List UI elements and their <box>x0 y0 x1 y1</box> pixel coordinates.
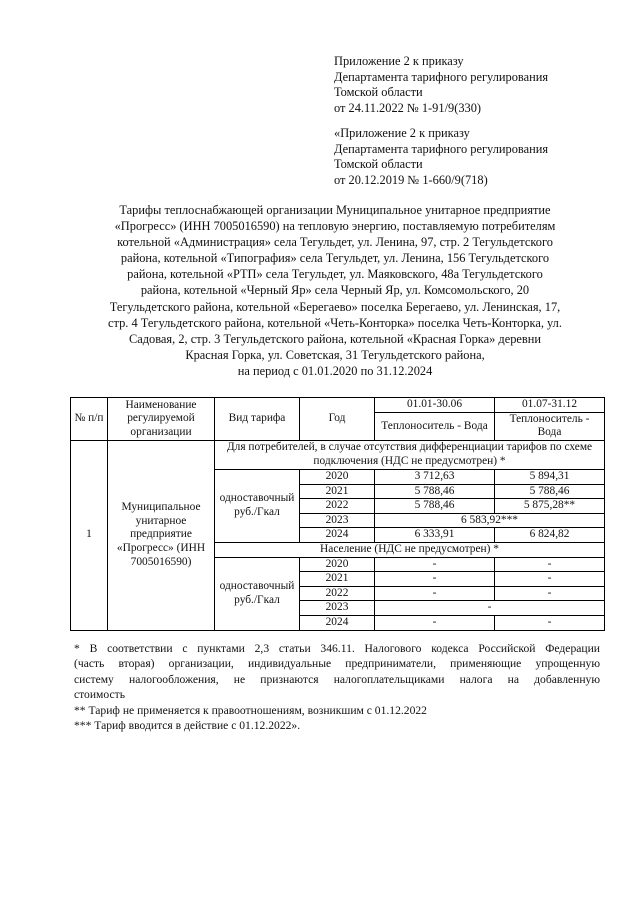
year-cell: 2021 <box>300 484 375 499</box>
merged-value-cell: - <box>375 601 605 616</box>
section-2-tariff: одноставочный руб./Гкал <box>215 557 300 630</box>
value-cell: - <box>495 572 605 587</box>
footnote-line: * В соответствии с пунктами 2,3 статьи 346.11. Налогового кодекса Российской Федерации <box>74 642 600 655</box>
table-header-row <box>71 398 605 413</box>
header-line: Приложение 2 к приказу <box>334 54 464 68</box>
header-carrier-2: Теплоноситель - Вода <box>495 412 605 440</box>
title-line: Тарифы теплоснабжающей организации Муниципальное унитарное предприятие <box>119 203 551 217</box>
title-line: района, котельной «РТП» села Тегульдет, ул. Маяковского, 48а Тегульдетского <box>127 267 543 282</box>
title-line: котельной «Администрация» села Тегульдет, ул. Ленина, 97, стр. 2 Тегульдетского <box>117 235 553 250</box>
header-line: от 24.11.2022 № 1-91/9(330) <box>334 100 482 115</box>
header-line: Департамента тарифного регулирования <box>334 141 549 156</box>
section-1-title: Для потребителей, в случае отсутствия дифференциации тарифов по схеме подключения (НДС не предусмотрен) * <box>215 441 605 470</box>
header-num: № п/п <box>71 398 108 441</box>
section-2-title: Население (НДС не предусмотрен) * <box>215 542 605 557</box>
value-cell: 5 894,31 <box>495 470 605 485</box>
header-line: «Приложение 2 к приказу <box>334 126 470 140</box>
value-cell: - <box>375 586 495 601</box>
header-organization: Наименование регулируемой организации <box>108 398 215 441</box>
header-year: Год <box>300 398 375 441</box>
tariff-table <box>70 397 605 631</box>
title-line: «Прогресс» (ИНН 7005016590) на тепловую энергию, поставляемую потребителям <box>114 219 556 234</box>
footnote-2: ** Тариф не применяется к правоотношениям, возникшим с 01.12.2022 <box>74 703 427 717</box>
previous-order-header <box>334 126 624 188</box>
value-cell: - <box>375 572 495 587</box>
title-line: района, котельной «Черный Яр» села Черный Яр, ул. Комсомольского, 20 <box>140 283 530 298</box>
order-header <box>334 54 624 116</box>
year-cell: 2024 <box>300 528 375 543</box>
header-period-2: 01.07-31.12 <box>495 398 605 413</box>
year-cell: 2023 <box>300 601 375 616</box>
footnote-1 <box>74 641 600 703</box>
header-tariff-type: Вид тарифа <box>215 398 300 441</box>
value-cell: - <box>495 557 605 572</box>
merged-value-cell: 6 583,92*** <box>375 513 605 528</box>
title-line: Садовая, 2, стр. 3 Тегульдетского района, котельной «Красная Горка» деревни <box>128 331 542 346</box>
year-cell: 2023 <box>300 513 375 528</box>
value-cell: 6 824,82 <box>495 528 605 543</box>
footnote-3: *** Тариф вводится в действие с 01.12.2022». <box>74 719 301 733</box>
year-cell: 2022 <box>300 586 375 601</box>
value-cell: - <box>495 586 605 601</box>
title-line: Красная Горка, ул. Советская, 31 Тегульдетского района, <box>185 347 485 362</box>
title-line: района, котельной «Типография» села Тегульдет, ул. Ленина, 156 Тегульдетского <box>120 251 550 266</box>
header-line: от 20.12.2019 № 1-660/9(718) <box>334 172 488 187</box>
value-cell: 5 875,28** <box>495 499 605 514</box>
footnotes <box>74 641 600 733</box>
value-cell: 5 788,46 <box>375 484 495 499</box>
title-line: на период с 01.01.2020 по 31.12.2024 <box>237 363 433 378</box>
value-cell: 3 712,63 <box>375 470 495 485</box>
header-line: Томской области <box>334 157 423 172</box>
year-cell: 2021 <box>300 572 375 587</box>
title-line: Тегульдетского района, котельной «Берегаево» поселка Берегаево, ул. Ленинская, 17, <box>109 299 561 314</box>
year-cell: 2022 <box>300 499 375 514</box>
organization-name: Муниципальное унитарное предприятие «Прогресс» (ИНН 7005016590) <box>108 441 215 631</box>
row-number: 1 <box>71 441 108 631</box>
document-title <box>70 202 600 379</box>
value-cell: - <box>375 615 495 630</box>
header-line: Томской области <box>334 85 423 100</box>
value-cell: 5 788,46 <box>375 499 495 514</box>
section-1-tariff: одноставочный руб./Гкал <box>215 470 300 543</box>
value-cell: - <box>375 557 495 572</box>
value-cell: 5 788,46 <box>495 484 605 499</box>
title-line: стр. 4 Тегульдетского района, котельной «Четь-Конторка» поселка Четь-Конторка, ул. <box>108 315 562 330</box>
year-cell: 2024 <box>300 615 375 630</box>
year-cell: 2020 <box>300 470 375 485</box>
section-title-row <box>71 441 605 470</box>
header-carrier-1: Теплоноситель - Вода <box>375 412 495 440</box>
value-cell: 6 333,91 <box>375 528 495 543</box>
footnote-line: систему налогообложения, не признаются налогоплательщиками налога на добавленную <box>74 672 600 686</box>
header-period-1: 01.01-30.06 <box>375 398 495 413</box>
footnote-line: (часть вторая) организации, индивидуальные предприниматели, применяющие упрощенную <box>74 657 600 671</box>
header-line: Департамента тарифного регулирования <box>334 69 549 84</box>
year-cell: 2020 <box>300 557 375 572</box>
footnote-line: стоимость <box>74 688 125 702</box>
value-cell: - <box>495 615 605 630</box>
